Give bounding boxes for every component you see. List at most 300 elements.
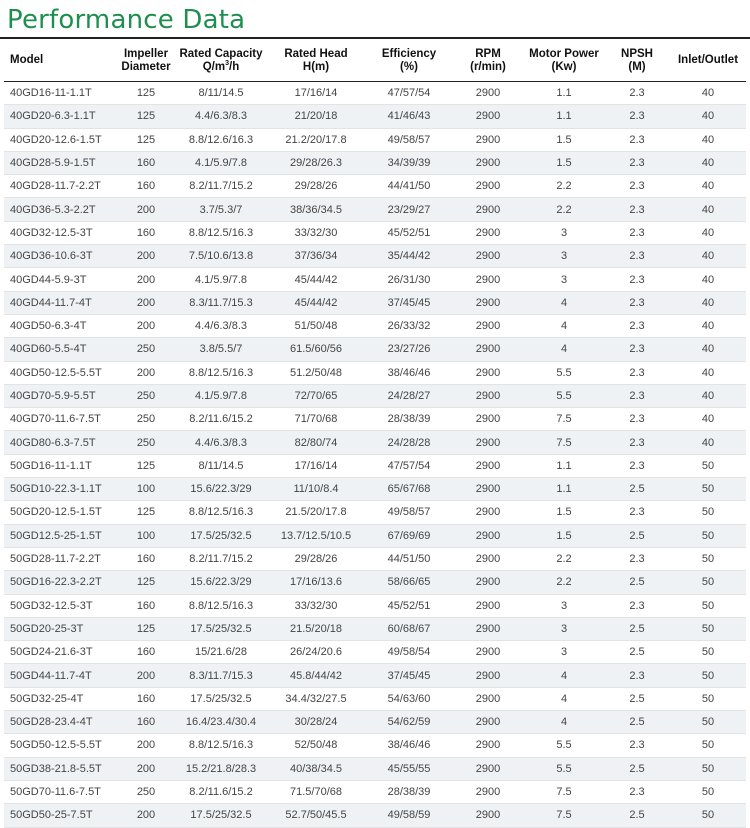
cell-npsh: 2.3 [604,291,670,314]
cell-motor-power: 1.5 [524,151,604,174]
cell-efficiency: 44/41/50 [366,175,452,198]
cell-rated-head: 71/70/68 [266,408,366,431]
cell-motor-power: 4 [524,291,604,314]
table-row [4,175,746,198]
table-row [4,594,746,617]
cell-rated-head: 17/16/14 [266,454,366,477]
cell-inlet-outlet: 50 [670,780,746,803]
cell-rated-capacity: 7.5/10.6/13.8 [176,245,266,268]
table-row [4,641,746,664]
cell-efficiency: 37/45/45 [366,664,452,687]
table-row [4,664,746,687]
cell-motor-power: 3 [524,245,604,268]
cell-model: 40GD32-12.5-3T [4,221,116,244]
header-rated-head: Rated Head H(m) [266,40,366,82]
cell-rpm: 2900 [452,664,524,687]
cell-rpm: 2900 [452,291,524,314]
cell-efficiency: 67/69/69 [366,524,452,547]
cell-rated-capacity: 8.2/11.6/15.2 [176,780,266,803]
cell-rpm: 2900 [452,780,524,803]
cell-efficiency: 60/68/67 [366,617,452,640]
cell-rpm: 2900 [452,734,524,757]
cell-rated-capacity: 15/21.6/28 [176,641,266,664]
cell-model: 50GD32-25-4T [4,687,116,710]
cell-npsh: 2.3 [604,547,670,570]
cell-inlet-outlet: 50 [670,641,746,664]
page-title: Performance Data [7,5,246,35]
cell-motor-power: 4 [524,338,604,361]
cell-npsh: 2.3 [604,82,670,105]
cell-rpm: 2900 [452,571,524,594]
cell-rpm: 2900 [452,82,524,105]
cell-inlet-outlet: 50 [670,454,746,477]
cell-impeller-diameter: 160 [116,594,176,617]
cell-efficiency: 54/63/60 [366,687,452,710]
cell-inlet-outlet: 50 [670,664,746,687]
cell-rpm: 2900 [452,687,524,710]
cell-model: 50GD10-22.3-1.1T [4,478,116,501]
cell-model: 40GD60-5.5-4T [4,338,116,361]
cell-rated-head: 33/32/30 [266,594,366,617]
cell-efficiency: 37/45/45 [366,291,452,314]
cell-rpm: 2900 [452,338,524,361]
cell-motor-power: 2.2 [524,198,604,221]
cell-motor-power: 5.5 [524,384,604,407]
cell-model: 40GD50-6.3-4T [4,314,116,337]
cell-rpm: 2900 [452,711,524,734]
cell-rated-head: 52.7/50/45.5 [266,804,366,827]
cell-motor-power: 2.2 [524,547,604,570]
cell-npsh: 2.5 [604,804,670,827]
cell-rpm: 2900 [452,198,524,221]
cell-motor-power: 2.2 [524,571,604,594]
cell-motor-power: 1.1 [524,82,604,105]
cell-efficiency: 44/51/50 [366,547,452,570]
cell-rated-capacity: 15.2/21.8/28.3 [176,757,266,780]
cell-npsh: 2.3 [604,384,670,407]
cell-rpm: 2900 [452,175,524,198]
cell-rated-head: 51.2/50/48 [266,361,366,384]
cell-rated-head: 26/24/20.6 [266,641,366,664]
cell-inlet-outlet: 50 [670,804,746,827]
cell-efficiency: 45/52/51 [366,221,452,244]
cell-impeller-diameter: 100 [116,524,176,547]
table-row [4,431,746,454]
cell-impeller-diameter: 250 [116,431,176,454]
cell-rated-capacity: 8.8/12.5/16.3 [176,361,266,384]
cell-model: 50GD16-11-1.1T [4,454,116,477]
cell-efficiency: 26/31/30 [366,268,452,291]
cell-impeller-diameter: 250 [116,384,176,407]
cell-rpm: 2900 [452,501,524,524]
table-row [4,291,746,314]
cell-rpm: 2900 [452,804,524,827]
cell-rated-capacity: 8.8/12.5/16.3 [176,221,266,244]
cell-rated-capacity: 4.1/5.9/7.8 [176,151,266,174]
cell-efficiency: 24/28/28 [366,431,452,454]
cell-inlet-outlet: 50 [670,711,746,734]
table-row [4,151,746,174]
cell-rated-capacity: 4.1/5.9/7.8 [176,268,266,291]
cell-npsh: 2.5 [604,711,670,734]
cell-npsh: 2.3 [604,454,670,477]
cell-rpm: 2900 [452,151,524,174]
cell-rpm: 2900 [452,641,524,664]
cell-model: 40GD50-12.5-5.5T [4,361,116,384]
cell-rated-capacity: 4.4/6.3/8.3 [176,431,266,454]
cell-model: 50GD16-22.3-2.2T [4,571,116,594]
cell-rpm: 2900 [452,547,524,570]
cell-model: 40GD36-10.6-3T [4,245,116,268]
cell-rpm: 2900 [452,361,524,384]
cell-inlet-outlet: 40 [670,361,746,384]
cell-rated-head: 72/70/65 [266,384,366,407]
cell-inlet-outlet: 50 [670,617,746,640]
cell-rpm: 2900 [452,268,524,291]
cell-model: 50GD44-11.7-4T [4,664,116,687]
cell-impeller-diameter: 125 [116,454,176,477]
cell-efficiency: 49/58/54 [366,641,452,664]
cell-impeller-diameter: 200 [116,664,176,687]
cell-model: 40GD44-5.9-3T [4,268,116,291]
table-row [4,478,746,501]
cell-impeller-diameter: 160 [116,641,176,664]
cell-inlet-outlet: 50 [670,478,746,501]
table-row [4,757,746,780]
cell-rated-head: 29/28/26 [266,547,366,570]
header-motor-power: Motor Power (Kw) [524,40,604,82]
cell-motor-power: 2.2 [524,175,604,198]
table-header-row [4,40,746,82]
cell-rated-head: 11/10/8.4 [266,478,366,501]
cell-motor-power: 4 [524,664,604,687]
cell-motor-power: 3 [524,221,604,244]
cell-rated-capacity: 4.4/6.3/8.3 [176,105,266,128]
cell-inlet-outlet: 40 [670,82,746,105]
cell-model: 40GD20-6.3-1.1T [4,105,116,128]
table-row [4,82,746,105]
cell-efficiency: 26/33/32 [366,314,452,337]
cell-efficiency: 47/57/54 [366,454,452,477]
cell-impeller-diameter: 160 [116,711,176,734]
cell-efficiency: 58/66/65 [366,571,452,594]
cell-motor-power: 7.5 [524,431,604,454]
cell-model: 40GD70-5.9-5.5T [4,384,116,407]
cell-motor-power: 3 [524,617,604,640]
table-row [4,734,746,757]
cell-model: 50GD28-11.7-2.2T [4,547,116,570]
cell-inlet-outlet: 40 [670,221,746,244]
cell-npsh: 2.3 [604,245,670,268]
cell-npsh: 2.5 [604,687,670,710]
cell-rated-capacity: 4.1/5.9/7.8 [176,384,266,407]
cell-rated-head: 30/28/24 [266,711,366,734]
cell-rpm: 2900 [452,454,524,477]
cell-model: 50GD38-21.8-5.5T [4,757,116,780]
cell-rated-head: 37/36/34 [266,245,366,268]
cell-rpm: 2900 [452,221,524,244]
table-row [4,314,746,337]
cell-impeller-diameter: 250 [116,780,176,803]
cell-impeller-diameter: 160 [116,221,176,244]
cell-rpm: 2900 [452,617,524,640]
cell-inlet-outlet: 50 [670,524,746,547]
cell-efficiency: 49/58/57 [366,501,452,524]
cell-npsh: 2.3 [604,268,670,291]
cell-rpm: 2900 [452,384,524,407]
cell-model: 40GD28-5.9-1.5T [4,151,116,174]
cell-rated-head: 29/28/26 [266,175,366,198]
cell-rated-capacity: 8/11/14.5 [176,454,266,477]
cell-npsh: 2.3 [604,128,670,151]
table-row [4,780,746,803]
cell-rated-capacity: 8.8/12.5/16.3 [176,594,266,617]
cell-motor-power: 4 [524,687,604,710]
cell-motor-power: 4 [524,711,604,734]
cell-npsh: 2.3 [604,105,670,128]
cell-npsh: 2.3 [604,221,670,244]
cell-npsh: 2.3 [604,501,670,524]
cell-npsh: 2.3 [604,151,670,174]
cell-model: 50GD24-21.6-3T [4,641,116,664]
cell-model: 40GD36-5.3-2.2T [4,198,116,221]
cell-rpm: 2900 [452,524,524,547]
table-body [4,82,746,828]
cell-rated-capacity: 8.2/11.7/15.2 [176,175,266,198]
cell-rated-capacity: 17.5/25/32.5 [176,524,266,547]
cell-rpm: 2900 [452,128,524,151]
cell-inlet-outlet: 50 [670,734,746,757]
cell-rated-head: 21.2/20/17.8 [266,128,366,151]
header-rated-capacity: Rated Capacity $Q/m^3/h$ [176,40,266,82]
cell-impeller-diameter: 200 [116,757,176,780]
cell-rated-head: 29/28/26.3 [266,151,366,174]
cell-inlet-outlet: 40 [670,338,746,361]
cell-model: 50GD20-12.5-1.5T [4,501,116,524]
cell-efficiency: 47/57/54 [366,82,452,105]
cell-rated-capacity: 8.2/11.7/15.2 [176,547,266,570]
table-row [4,245,746,268]
cell-efficiency: 34/39/39 [366,151,452,174]
cell-motor-power: 7.5 [524,780,604,803]
cell-npsh: 2.5 [604,757,670,780]
cell-inlet-outlet: 50 [670,594,746,617]
cell-inlet-outlet: 50 [670,687,746,710]
cell-impeller-diameter: 200 [116,361,176,384]
cell-npsh: 2.5 [604,641,670,664]
cell-efficiency: 54/62/59 [366,711,452,734]
cell-inlet-outlet: 40 [670,384,746,407]
cell-motor-power: 3 [524,594,604,617]
header-rpm: RPM (r/min) [452,40,524,82]
cell-motor-power: 1.1 [524,454,604,477]
table-row [4,711,746,734]
header-npsh: NPSH (M) [604,40,670,82]
cell-npsh: 2.3 [604,734,670,757]
cell-rated-capacity: 4.4/6.3/8.3 [176,314,266,337]
table-row [4,408,746,431]
cell-efficiency: 49/58/57 [366,128,452,151]
cell-rated-head: 45.8/44/42 [266,664,366,687]
cell-efficiency: 38/46/46 [366,734,452,757]
cell-rated-capacity: 17.5/25/32.5 [176,617,266,640]
cell-rated-capacity: 8/11/14.5 [176,82,266,105]
cell-rated-head: 34.4/32/27.5 [266,687,366,710]
cell-npsh: 2.3 [604,664,670,687]
table-row [4,617,746,640]
table-row [4,338,746,361]
cell-rpm: 2900 [452,478,524,501]
cell-inlet-outlet: 40 [670,408,746,431]
cell-inlet-outlet: 40 [670,245,746,268]
cell-motor-power: 3 [524,268,604,291]
cell-motor-power: 7.5 [524,408,604,431]
cell-npsh: 2.3 [604,175,670,198]
header-model: Model [4,40,116,82]
cell-inlet-outlet: 40 [670,431,746,454]
cell-efficiency: 23/29/27 [366,198,452,221]
cell-impeller-diameter: 200 [116,314,176,337]
cell-rated-head: 33/32/30 [266,221,366,244]
cell-rated-capacity: 8.8/12.5/16.3 [176,734,266,757]
cell-motor-power: 5.5 [524,757,604,780]
cell-rated-head: 17/16/14 [266,82,366,105]
cell-rated-capacity: 17.5/25/32.5 [176,804,266,827]
cell-rated-head: 13.7/12.5/10.5 [266,524,366,547]
cell-motor-power: 1.5 [524,524,604,547]
cell-inlet-outlet: 40 [670,198,746,221]
cell-rated-head: 71.5/70/68 [266,780,366,803]
cell-rated-head: 52/50/48 [266,734,366,757]
cell-efficiency: 45/52/51 [366,594,452,617]
cell-npsh: 2.5 [604,571,670,594]
cell-npsh: 2.3 [604,198,670,221]
title-divider [0,37,750,39]
cell-motor-power: 1.5 [524,128,604,151]
cell-model: 40GD70-11.6-7.5T [4,408,116,431]
table-row [4,128,746,151]
table-row [4,454,746,477]
cell-impeller-diameter: 200 [116,198,176,221]
cell-rpm: 2900 [452,314,524,337]
cell-efficiency: 49/58/59 [366,804,452,827]
table-row [4,547,746,570]
cell-rated-head: 17/16/13.6 [266,571,366,594]
cell-impeller-diameter: 200 [116,804,176,827]
cell-model: 50GD12.5-25-1.5T [4,524,116,547]
cell-model: 50GD28-23.4-4T [4,711,116,734]
cell-inlet-outlet: 40 [670,268,746,291]
table-row [4,105,746,128]
cell-impeller-diameter: 125 [116,128,176,151]
cell-motor-power: 3 [524,641,604,664]
cell-model: 50GD50-25-7.5T [4,804,116,827]
cell-rpm: 2900 [452,245,524,268]
cell-motor-power: 4 [524,314,604,337]
cell-inlet-outlet: 40 [670,314,746,337]
cell-rated-capacity: 8.2/11.6/15.2 [176,408,266,431]
cell-rpm: 2900 [452,105,524,128]
table-row [4,571,746,594]
table-row [4,501,746,524]
cell-impeller-diameter: 200 [116,245,176,268]
cell-rpm: 2900 [452,757,524,780]
table-row [4,268,746,291]
cell-impeller-diameter: 200 [116,734,176,757]
cell-rated-capacity: 8.3/11.7/15.3 [176,291,266,314]
cell-rated-head: 51/50/48 [266,314,366,337]
cell-npsh: 2.3 [604,361,670,384]
cell-rpm: 2900 [452,408,524,431]
cell-rated-capacity: 3.7/5.3/7 [176,198,266,221]
cell-rated-capacity: 8.3/11.7/15.3 [176,664,266,687]
cell-impeller-diameter: 160 [116,687,176,710]
cell-impeller-diameter: 200 [116,268,176,291]
cell-model: 40GD80-6.3-7.5T [4,431,116,454]
cell-npsh: 2.3 [604,594,670,617]
cell-inlet-outlet: 50 [670,757,746,780]
cell-inlet-outlet: 40 [670,128,746,151]
cell-efficiency: 65/67/68 [366,478,452,501]
cell-impeller-diameter: 125 [116,501,176,524]
cell-impeller-diameter: 160 [116,151,176,174]
cell-model: 40GD44-11.7-4T [4,291,116,314]
performance-table [4,40,746,828]
table-row [4,198,746,221]
cell-motor-power: 1.1 [524,105,604,128]
cell-rated-head: 40/38/34.5 [266,757,366,780]
cell-impeller-diameter: 125 [116,617,176,640]
cell-npsh: 2.5 [604,478,670,501]
cell-rated-head: 61.5/60/56 [266,338,366,361]
cell-rated-capacity: 3.8/5.5/7 [176,338,266,361]
cell-rated-capacity: 8.8/12.6/16.3 [176,128,266,151]
cell-npsh: 2.3 [604,338,670,361]
table-row [4,687,746,710]
cell-efficiency: 24/28/27 [366,384,452,407]
cell-inlet-outlet: 50 [670,501,746,524]
cell-rated-capacity: 17.5/25/32.5 [176,687,266,710]
cell-inlet-outlet: 50 [670,571,746,594]
cell-motor-power: 1.1 [524,478,604,501]
cell-rated-capacity: 15.6/22.3/29 [176,478,266,501]
cell-efficiency: 23/27/26 [366,338,452,361]
cell-rpm: 2900 [452,594,524,617]
cell-impeller-diameter: 250 [116,338,176,361]
cell-impeller-diameter: 125 [116,571,176,594]
cell-impeller-diameter: 160 [116,547,176,570]
cell-npsh: 2.3 [604,408,670,431]
cell-model: 50GD50-12.5-5.5T [4,734,116,757]
cell-model: 40GD20-12.6-1.5T [4,128,116,151]
header-inlet-outlet: Inlet/Outlet [670,40,746,82]
cell-impeller-diameter: 125 [116,105,176,128]
cell-inlet-outlet: 50 [670,547,746,570]
cell-motor-power: 1.5 [524,501,604,524]
cell-model: 50GD70-11.6-7.5T [4,780,116,803]
cell-rated-head: 21/20/18 [266,105,366,128]
cell-efficiency: 28/38/39 [366,780,452,803]
cell-motor-power: 5.5 [524,734,604,757]
table-row [4,361,746,384]
cell-model: 50GD32-12.5-3T [4,594,116,617]
cell-impeller-diameter: 160 [116,175,176,198]
cell-npsh: 2.5 [604,617,670,640]
cell-model: 50GD20-25-3T [4,617,116,640]
cell-rated-head: 38/36/34.5 [266,198,366,221]
cell-npsh: 2.3 [604,314,670,337]
table-row [4,221,746,244]
